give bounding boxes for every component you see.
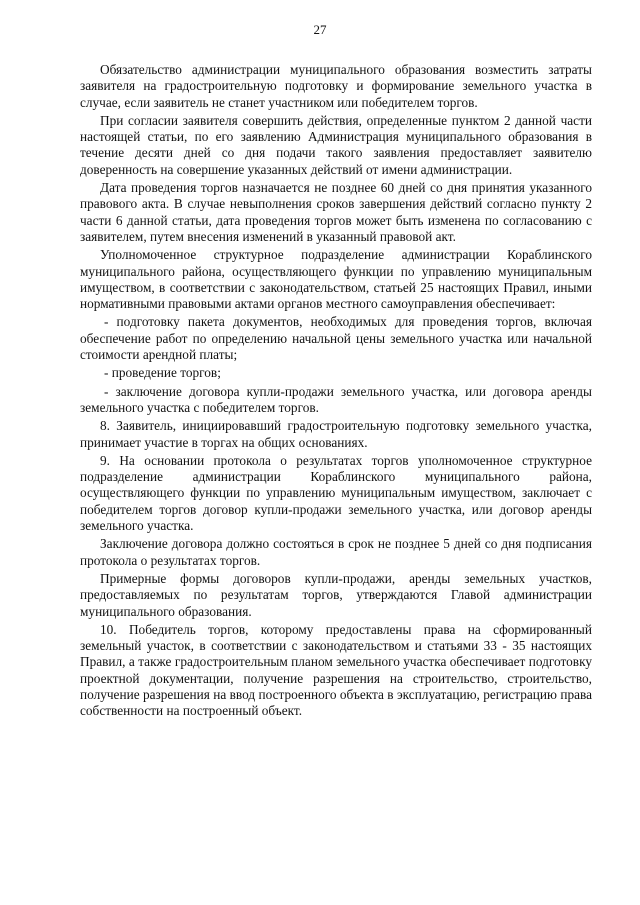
paragraph-contract-term: Заключение договора должно состояться в срок не позднее 5 дней со дня подписания протокола о результатах торгов.	[80, 536, 592, 568]
document-body	[80, 62, 592, 722]
paragraph-authorized-unit: Уполномоченное структурное подразделение администрации Кораблинского муниципального района, осуществляющего функции по управлению муниципальным имуществом, в соответствии с законодательством, статьей 25 настоящих Правил, иными нормативными правовыми актами органов местного самоуправления обеспечивает:	[80, 247, 592, 312]
paragraph-item-8: 8. Заявитель, инициировавший градостроительную подготовку земельного участка, принимает участие в торгах на общих основаниях.	[80, 418, 592, 450]
page-number: 27	[313, 22, 327, 37]
list-item-contract: - заключение договора купли-продажи земельного участка, или договора аренды земельного участка с победителем торгов.	[80, 383, 592, 415]
paragraph-compensation: Обязательство администрации муниципального образования возместить затраты заявителя на градостроительную подготовку и формирование земельного участка в случае, если заявитель не станет участником или победителем торгов.	[80, 62, 592, 110]
list-item-auction: - проведение торгов;	[104, 365, 221, 381]
list-item-documents: - подготовку пакета документов, необходимых для проведения торгов, включая обеспечение работ по определению начальной цены земельного участка или начальной стоимости арендной платы;	[80, 314, 592, 363]
paragraph-item-9: 9. На основании протокола о результатах торгов уполномоченное структурное подразделение администрации Кораблинского муниципального района, осуществляющего функции по управлению муниципальным имуществом, заключает с победителем торгов договор купли-продажи земельного участка, или договор аренды земельного участка.	[80, 452, 592, 534]
paragraph-power-of-attorney: При согласии заявителя совершить действия, определенные пунктом 2 данной части настоящей статьи, по его заявлению Администрация муниципального образования в течение десяти дней со дня подачи такого заявления предоставляет заявителю доверенность на совершение указанных действий от имени администрации.	[80, 112, 592, 177]
paragraph-contract-forms: Примерные формы договоров купли-продажи, аренды земельных участков, предоставляемых по результатам торгов, утверждаются Главой администрации муниципального образования.	[80, 570, 592, 619]
paragraph-item-10: 10. Победитель торгов, которому предоставлены права на сформированный земельный участок, в соответствии с законодательством и статьями 33 - 35 настоящих Правил, а также градостроительным планом земельного участка обеспечивает подготовку проектной документации, получение разрешения на строительство, строительство, получение разрешения на ввод построенного объекта в эксплуатацию, регистрацию права собственности на построенный объект.	[80, 621, 592, 719]
paragraph-auction-date: Дата проведения торгов назначается не позднее 60 дней со дня принятия указанного правового акта. В случае невыполнения сроков завершения действий согласно пункту 2 части 6 данной статьи, дата проведения торгов может быть изменена по согласованию с заявителем, путем внесения изменений в указанный правовой акт.	[80, 180, 592, 244]
